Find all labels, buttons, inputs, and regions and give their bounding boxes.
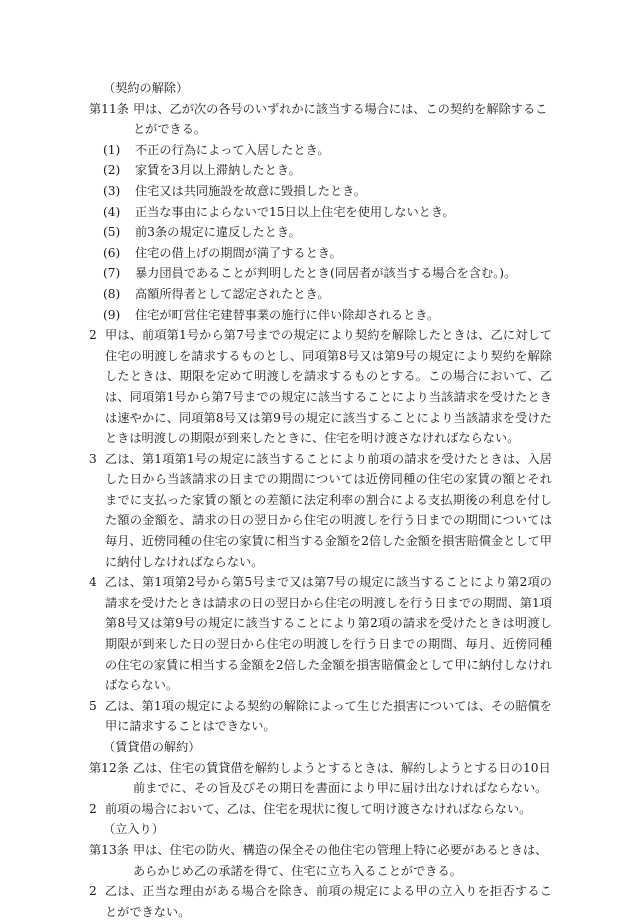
paragraph-11-3 xyxy=(89,449,552,573)
list-item xyxy=(89,243,552,264)
item-text: 住宅が町営住宅建替事業の施行に伴い除却されるとき。 xyxy=(135,307,440,322)
list-item xyxy=(89,284,552,305)
article-11 xyxy=(89,99,552,140)
article-text: 甲は、乙が次の各号のいずれかに該当する場合には、この契約を解除することができる。 xyxy=(133,101,548,137)
item-text: 前3条の規定に違反したとき。 xyxy=(135,225,301,240)
item-text: 正当な事由によらないで15日以上住宅を使用しないとき。 xyxy=(135,204,455,219)
item-number: (5) xyxy=(103,225,121,240)
list-item xyxy=(89,202,552,223)
heading-lease-cancellation: （賃貸借の解約） xyxy=(103,740,201,754)
item-number: (2) xyxy=(103,163,121,178)
contract-document xyxy=(89,78,552,922)
list-item xyxy=(89,263,552,284)
item-number: (6) xyxy=(103,245,121,260)
article-13 xyxy=(89,840,552,881)
paragraph-number: 2 xyxy=(89,801,97,816)
article-12 xyxy=(89,758,552,799)
item-number: (4) xyxy=(103,204,121,219)
item-text: 家賃を3月以上滞納したとき。 xyxy=(135,163,301,178)
item-number: (3) xyxy=(103,183,121,198)
item-text: 不正の行為によって入居したとき。 xyxy=(135,142,330,157)
article-number: 第13条 xyxy=(89,842,129,857)
paragraph-number: 2 xyxy=(89,884,97,899)
article-11-items xyxy=(89,140,552,325)
heading-entry: （立入り） xyxy=(103,822,164,837)
paragraph-number: 2 xyxy=(89,328,97,343)
item-text: 住宅又は共同施設を故意に毀損したとき。 xyxy=(135,183,367,198)
paragraph-11-4 xyxy=(89,572,552,696)
paragraph-text: 乙は、第1項第2号から第5号まで又は第7号の規定に該当することにより第2項の請求を受けたときは請求の日の翌日から住宅の明渡しを行う日までの期間、第1項第8号又は第9号の規定に該当することにより第2項の請求を受けたときは明渡し期限が到来した日の翌日から住宅の明渡しを行う日までの期間、毎月、近傍同種の住宅の家賃に相当する金額を2倍した金額を損害賠償金として甲に納付しなければならない。 xyxy=(105,575,552,693)
list-item xyxy=(89,160,552,181)
paragraph-text: 乙は、第1項の規定による契約の解除によって生じた損害については、その賠償を甲に請求することはできない。 xyxy=(105,698,552,734)
item-number: (8) xyxy=(103,286,121,301)
paragraph-12-2 xyxy=(89,799,552,820)
paragraph-text: 乙は、正当な理由がある場合を除き、前項の規定による甲の立入りを拒否することができない。 xyxy=(105,884,552,919)
paragraph-number: 4 xyxy=(89,575,97,590)
paragraph-number: 3 xyxy=(89,451,97,466)
item-text: 暴力団員であることが判明したとき(同居者が該当する場合を含む。)。 xyxy=(135,266,517,281)
paragraph-text: 前項の場合において、乙は、住宅を現状に復して明け渡さなければならない。 xyxy=(105,801,532,816)
paragraph-11-5 xyxy=(89,696,552,737)
article-text: 甲は、住宅の防火、構造の保全その他住宅の管理上特に必要があるときは、あらかじめ乙の承諾を得て、住宅に立ち入ることができる。 xyxy=(133,842,548,878)
item-number: (7) xyxy=(103,266,121,281)
paragraph-text: 甲は、前項第1号から第7号までの規定により契約を解除したときは、乙に対して住宅の明渡しを請求するものとし、同項第8号又は第9号の規定により契約を解除したときは、期限を定めて明渡しを請求するものとする。この場合において、乙は、同項第1号から第7号までの規定に該当することにより当該請求を受けたときは速やかに、同項第8号又は第9号の規定に該当することにより当該請求を受けたときは明渡しの期限が到来したときに、住宅を明け渡さなければならない。 xyxy=(105,328,552,446)
list-item xyxy=(89,305,552,326)
heading-contract-termination: （契約の解除） xyxy=(103,81,189,95)
item-number: (9) xyxy=(103,307,121,322)
item-text: 住宅の借上げの期間が満了するとき。 xyxy=(135,245,342,260)
list-item xyxy=(89,222,552,243)
paragraph-number: 5 xyxy=(89,698,97,713)
article-number: 第12条 xyxy=(89,760,129,775)
item-text: 高額所得者として認定されたとき。 xyxy=(135,286,330,301)
list-item xyxy=(89,140,552,161)
paragraph-11-2 xyxy=(89,325,552,449)
article-number: 第11条 xyxy=(89,101,129,116)
paragraph-13-2 xyxy=(89,881,552,922)
list-item xyxy=(89,181,552,202)
article-text: 乙は、住宅の賃貸借を解約しようとするときは、解約しようとする日の10日前までに、その旨及びその期日を書面により甲に届け出なければならない。 xyxy=(133,760,551,796)
item-number: (1) xyxy=(103,142,121,157)
paragraph-text: 乙は、第1項第1号の規定に該当することにより前項の請求を受けたときは、入居した日から当該請求の日までの期間については近傍同種の住宅の家賃の額とそれまでに支払った家賃の額との差額に法定利率の割合による支払期後の利息を付した額の金額を、請求の日の翌日から住宅の明渡しを行う日までの期間については毎月、近傍同種の住宅の家賃に相当する金額を2倍した金額を損害賠償金として甲に納付しなければならない。 xyxy=(105,451,552,569)
